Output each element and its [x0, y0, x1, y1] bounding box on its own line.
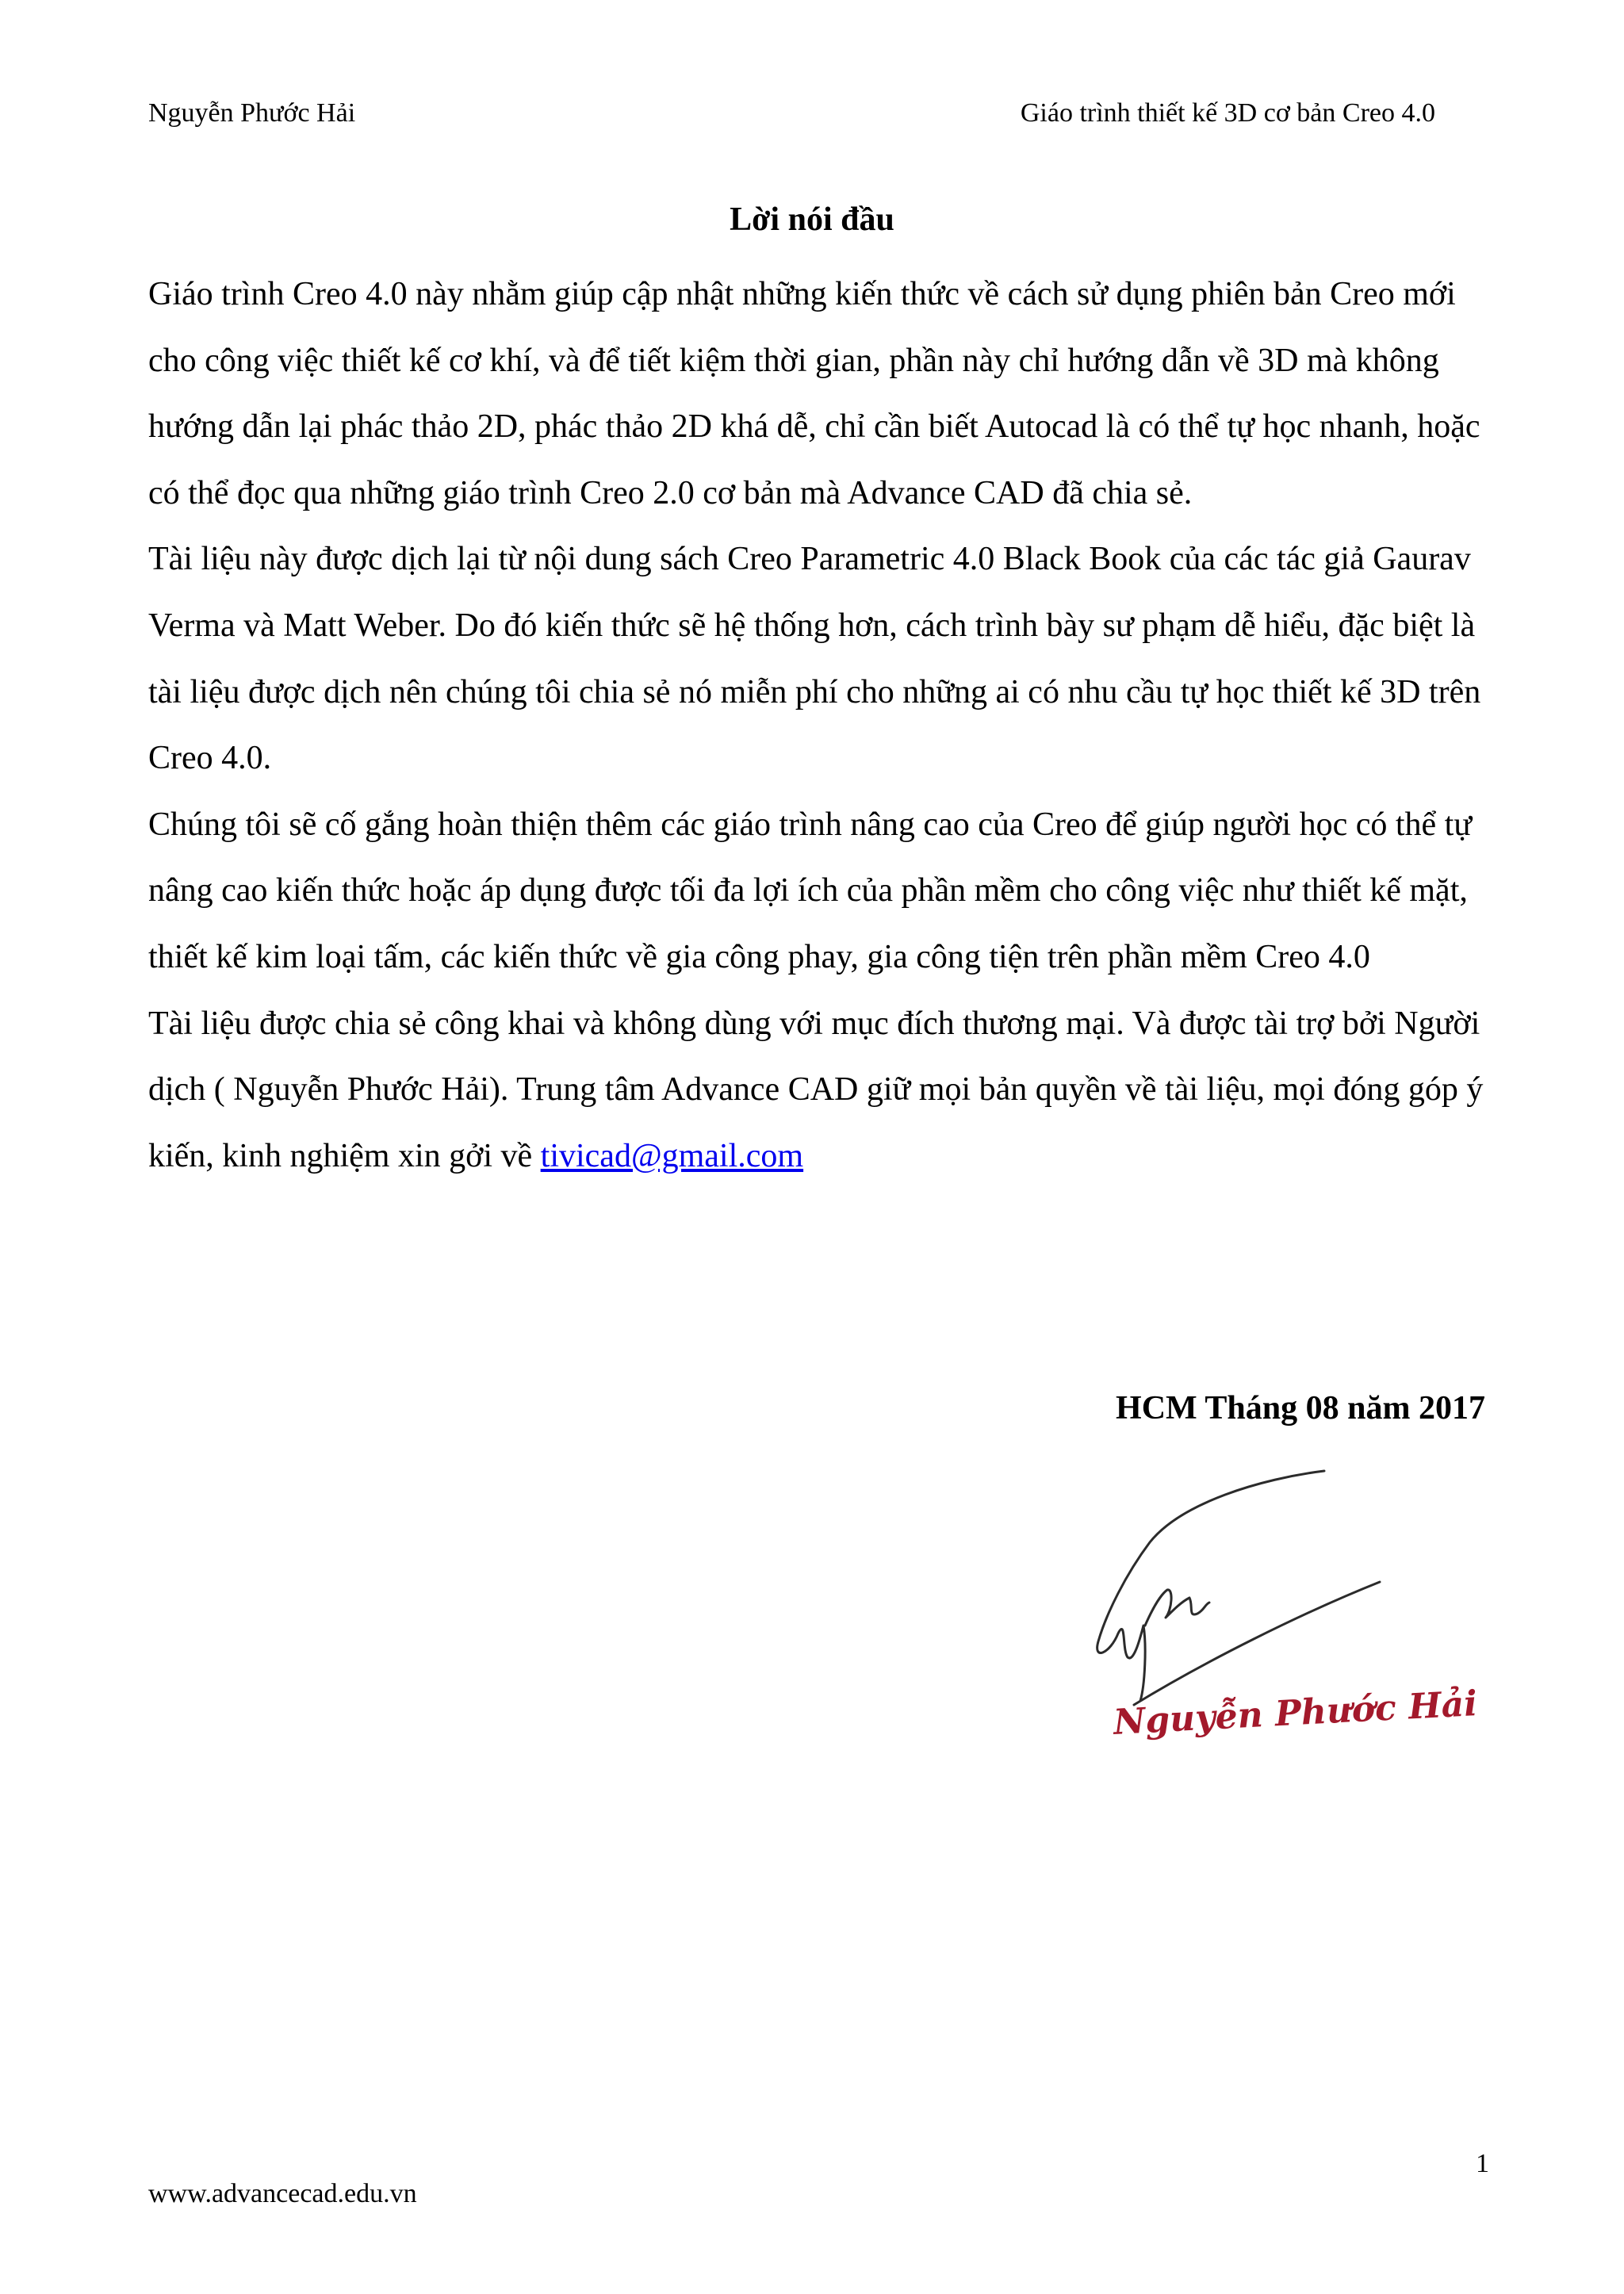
- paragraph-source: Tài liệu này được dịch lại từ nội dung sách Creo Parametric 4.0 Black Book của các tác giả Gaurav Verma và Matt Weber. Do đó kiến thức sẽ hệ thống hơn, cách trình bày sư phạm dễ hiểu, đặc biệt là tài liệu được dịch nên chúng tôi chia sẻ nó miễn phí cho những ai có nhu cầu tự học thiết kế 3D trên Creo 4.0.: [148, 541, 1481, 777]
- email-link[interactable]: tivicad@gmail.com: [540, 1137, 804, 1174]
- footer-website: www.advancecad.edu.vn: [148, 2179, 417, 2208]
- paragraph-plans: Chúng tôi sẽ cố gắng hoàn thiện thêm các giáo trình nâng cao của Creo để giúp người học có thể tự nâng cao kiến thức hoặc áp dụng được tối đa lợi ích của phần mềm cho công việc như thiết kế mặt, thiết kế kim loại tấm, các kiến thức về gia công phay, gia công tiện trên phần mềm Creo 4.0: [148, 806, 1473, 975]
- signature-scribble: [1097, 1471, 1380, 1705]
- body-text: [148, 262, 1496, 1189]
- page-title: Lời nói đầu: [730, 201, 894, 238]
- header-author: Nguyễn Phước Hải: [148, 98, 356, 128]
- paragraph-intro: Giáo trình Creo 4.0 này nhằm giúp cập nhật những kiến thức về cách sử dụng phiên bản Creo mới cho công việc thiết kế cơ khí, và để tiết kiệm thời gian, phần này chỉ hướng dẫn về 3D mà không hướng dẫn lại phác thảo 2D, phác thảo 2D khá dễ, chỉ cần biết Autocad là có thể tự học nhanh, hoặc có thể đọc qua những giáo trình Creo 2.0 cơ bản mà Advance CAD đã chia sẻ.: [148, 276, 1480, 511]
- header-book-title: Giáo trình thiết kế 3D cơ bản Creo 4.0: [1020, 98, 1435, 128]
- signature-name: Nguyễn Phước Hải: [1112, 1683, 1479, 1743]
- date-line: HCM Tháng 08 năm 2017: [1116, 1390, 1485, 1427]
- signature-image: [1063, 1455, 1479, 1772]
- license-text: Tài liệu được chia sẻ công khai và không dùng với mục đích thương mại. Và được tài trợ bởi Người dịch ( Nguyễn Phước Hải). Trung tâm Advance CAD giữ mọi bản quyền về tài liệu, mọi đóng góp ý kiến, kinh nghiệm xin gởi về: [148, 1005, 1484, 1174]
- page-number: 1: [1476, 2149, 1489, 2178]
- paragraph-license: [148, 991, 1496, 1190]
